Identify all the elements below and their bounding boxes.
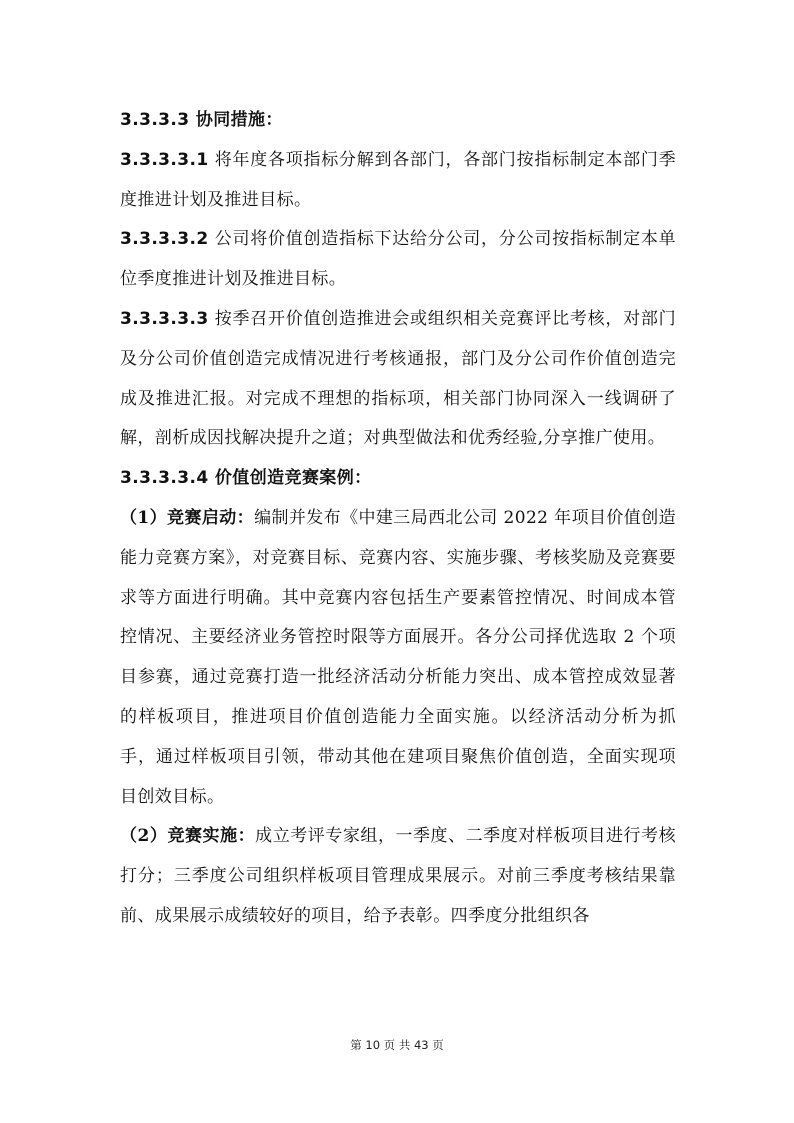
section-heading-3-3-3-3-4 xyxy=(120,459,676,499)
paragraph-3-3-3-3-1 xyxy=(120,141,676,221)
paragraph-number: 3.3.3.3.2 xyxy=(120,229,209,250)
case-paragraph-implementation xyxy=(120,817,676,936)
case-text: 编制并发布《中建三局西北公司 2022 年项目价值创造能力竞赛方案》，对竞赛目标、竞赛内容、实施步骤、考核奖励及竞赛要求等方面进行明确。其中竞赛内容包括生产要素管控情况、时间成本管控情况、主要经济业务管控时限等方面展开。各分公司择优选取 2 个项目参赛，通过竞赛打造一批经济活动分析能力突出、成本管控成效显著的样板项目，推进项目价值创造能力全面实施。以经济活动分析为抓手，通过样板项目引领，带动其他在建项目聚焦价值创造，全面实现项目创效目标。 xyxy=(120,507,677,807)
case-lead: （1）竞赛启动： xyxy=(120,507,255,528)
heading-title: 价值创造竞赛案例： xyxy=(208,468,372,489)
section-heading-3-3-3-3 xyxy=(120,101,676,141)
paragraph-text: 按季召开价值创造推进会或组织相关竞赛评比考核，对部门及分公司价值创造完成情况进行考核通报，部门及分公司作价值创造完成及推进汇报。对完成不理想的指标项，相关部门协同深入一线调研了解，剖析成因找解决提升之道；对典型做法和优秀经验,分享推广使用。 xyxy=(120,308,676,449)
case-lead: （2）竞赛实施： xyxy=(120,826,256,847)
page-footer: 第 10 页 共 43 页 xyxy=(350,1038,444,1052)
heading-number: 3.3.3.3.4 xyxy=(120,468,209,489)
paragraph-text: 将年度各项指标分解到各部门，各部门按指标制定本部门季度推进计划及推进目标。 xyxy=(120,149,676,210)
paragraph-number: 3.3.3.3.1 xyxy=(120,149,209,170)
paragraph-3-3-3-3-3 xyxy=(120,300,676,459)
paragraph-text: 公司将价值创造指标下达给分公司，分公司按指标制定本单位季度推进计划及推进目标。 xyxy=(120,229,676,290)
heading-number: 3.3.3.3 xyxy=(120,110,190,130)
paragraph-3-3-3-3-2 xyxy=(120,220,676,300)
body-text xyxy=(120,101,676,937)
paragraph-number: 3.3.3.3.3 xyxy=(120,308,209,329)
case-paragraph-launch xyxy=(120,499,676,817)
case-text: 成立考评专家组，一季度、二季度对样板项目进行考核打分；三季度公司组织样板项目管理成果展示。对前三季度考核结果靠前、成果展示成绩较好的项目，给予表彰。四季度分批组织各 xyxy=(120,826,676,926)
heading-title: 协同措施： xyxy=(189,110,283,130)
